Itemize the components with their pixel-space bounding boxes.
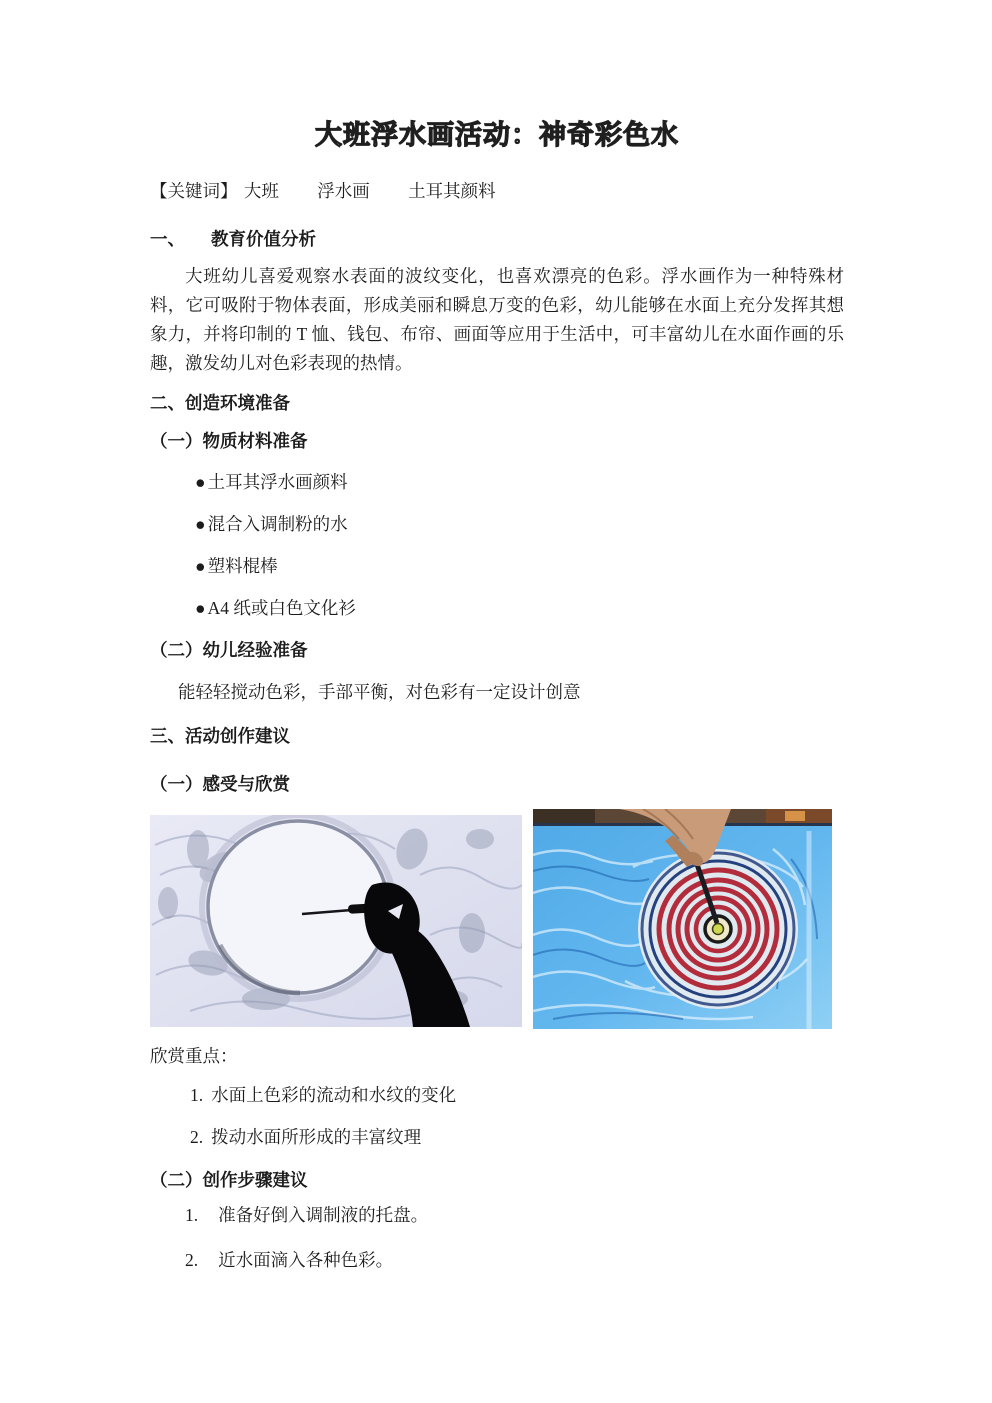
document-title: 大班浮水画活动：神奇彩色水 <box>315 120 679 150</box>
appreciation-item-text: 拨动水面所形成的丰富纹理 <box>211 1127 422 1147</box>
target-rings <box>638 849 798 1009</box>
creation-step-number: 2. <box>185 1250 199 1270</box>
materials-list <box>150 472 844 619</box>
section-1-paragraph: 大班幼儿喜爱观察水表面的波纹变化，也喜欢漂亮的色彩。浮水画作为一种特殊材料，它可吸附于物体表面，形成美丽和瞬息万变的色彩，幼儿能够在水面上充分发挥其想象力，并将印制的 T 恤、钱包、布帘、画面等应用于生活中，可丰富幼儿在水面作画的乐趣，激发幼儿对色彩表现的热情。 <box>150 266 844 373</box>
materials-list-item-text: 塑料棍棒 <box>207 556 278 576</box>
appreciation-item-number: 1. <box>190 1085 204 1105</box>
creation-step <box>150 1205 844 1226</box>
section-2-sub-1-heading: （一）物质材料准备 <box>150 431 308 451</box>
keyword-item: 大班 <box>243 181 279 201</box>
section-1-number: 一、 <box>150 229 185 249</box>
blue-marbling-target-rings-photo <box>533 809 832 1029</box>
appreciation-item-text: 水面上色彩的流动和水纹的变化 <box>211 1085 457 1105</box>
materials-list-item-text: A4 纸或白色文化衫 <box>207 598 356 618</box>
materials-list-item <box>195 472 844 493</box>
bullet-dot-icon: ● <box>195 556 206 576</box>
photo-row <box>150 809 844 1029</box>
keywords-label: 【关键词】 <box>150 181 238 201</box>
blue-marbling-illustration <box>533 809 832 1029</box>
keyword-item: 土耳其颜料 <box>408 181 496 201</box>
materials-list-item <box>195 556 844 577</box>
appreciation-item <box>150 1085 844 1106</box>
bullet-dot-icon: ● <box>195 598 206 618</box>
keyword-item: 浮水画 <box>317 181 370 201</box>
materials-list-item <box>195 514 844 535</box>
section-3-sub-2-heading: （二）创作步骤建议 <box>150 1170 308 1190</box>
bullet-dot-icon: ● <box>195 472 206 492</box>
section-3-heading: 三、活动创作建议 <box>150 726 290 746</box>
creation-step <box>150 1250 844 1271</box>
marbling-white-tray-with-hand-silhouette-photo <box>150 815 522 1027</box>
materials-list-item-text: 混合入调制粉的水 <box>207 514 348 534</box>
keywords-line <box>150 180 844 202</box>
tray-edge-highlight <box>785 811 805 821</box>
creation-step-text: 近水面滴入各种色彩。 <box>218 1250 394 1270</box>
section-2-heading: 二、创造环境准备 <box>150 393 290 413</box>
section-1-title: 教育价值分析 <box>211 229 316 249</box>
section-1-heading <box>150 228 844 250</box>
materials-list-item <box>195 598 844 619</box>
section-3-sub-1-heading: （一）感受与欣赏 <box>150 774 290 794</box>
bullet-dot-icon: ● <box>195 514 206 534</box>
materials-list-item-text: 土耳其浮水画颜料 <box>207 472 348 492</box>
creation-step-text: 准备好倒入调制液的托盘。 <box>218 1205 429 1225</box>
experience-preparation-text: 能轻轻搅动色彩，手部平衡，对色彩有一定设计创意 <box>178 682 581 702</box>
marbling-white-tray-illustration <box>150 815 522 1027</box>
tray-edge-dark-segment <box>533 809 595 823</box>
creation-step-number: 1. <box>185 1205 199 1225</box>
appreciation-item-number: 2. <box>190 1127 204 1147</box>
appreciation-item <box>150 1127 844 1148</box>
appreciation-focus-label: 欣赏重点： <box>150 1046 238 1066</box>
section-2-sub-2-heading: （二）幼儿经验准备 <box>150 640 308 660</box>
